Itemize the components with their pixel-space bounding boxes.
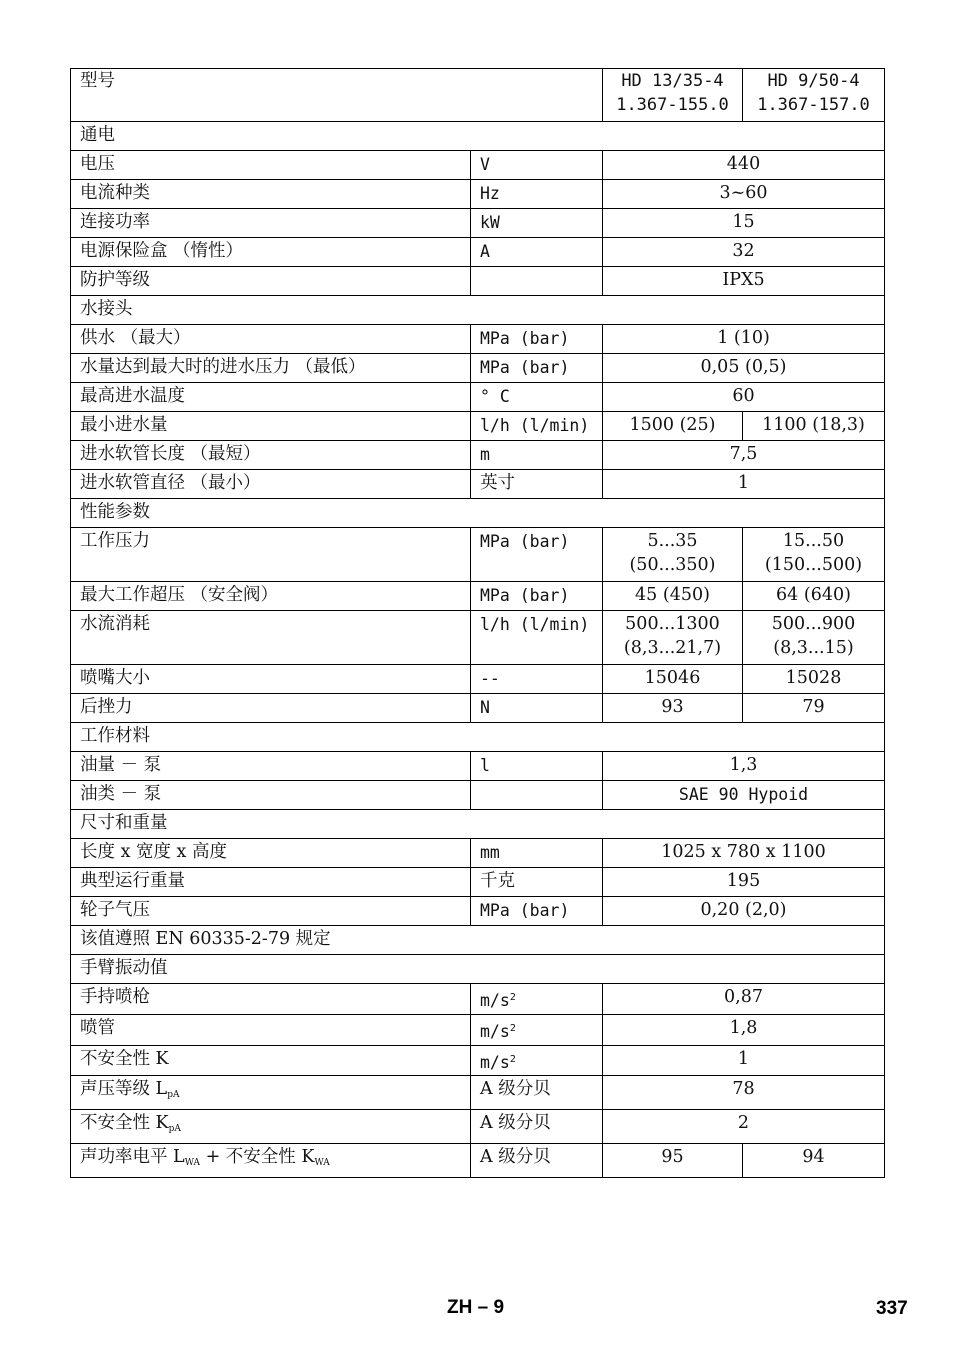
row-label: 最高进水温度	[71, 383, 471, 412]
section-row	[71, 499, 885, 528]
table-row	[71, 1110, 885, 1144]
row-unit: Hz	[471, 180, 603, 209]
section-row	[71, 926, 885, 955]
row-value-1: 95	[603, 1143, 743, 1177]
row-value: 60	[603, 383, 885, 412]
unit-base: m/s	[480, 1021, 510, 1041]
table-row	[71, 611, 885, 665]
row-label	[71, 1110, 471, 1144]
row-unit: V	[471, 151, 603, 180]
section-row	[71, 810, 885, 839]
section-row	[71, 296, 885, 325]
table-row	[71, 897, 885, 926]
row-unit: ° C	[471, 383, 603, 412]
row-unit: MPa (bar)	[471, 528, 603, 582]
unit-base: m/s	[480, 991, 510, 1010]
row-label: 电压	[71, 151, 471, 180]
row-label: 进水软管直径 （最小）	[71, 470, 471, 499]
table-row	[71, 1076, 885, 1110]
row-value: 2	[603, 1110, 885, 1144]
label-subscript: WA	[184, 1157, 200, 1168]
table-row	[71, 984, 885, 1015]
value-line: 15...50	[782, 531, 845, 551]
row-value-2: 94	[743, 1143, 885, 1177]
table-row	[71, 839, 885, 868]
row-label: 最小进水量	[71, 412, 471, 441]
row-label: 连接功率	[71, 209, 471, 238]
row-unit: N	[471, 694, 603, 723]
row-unit: mm	[471, 839, 603, 868]
table-row	[71, 151, 885, 180]
section-standard: 该值遵照 EN 60335-2-79 规定	[71, 926, 885, 955]
row-value: 0,20 (2,0)	[603, 897, 885, 926]
label-text: 声压等级 L	[80, 1079, 168, 1100]
model-2-name: HD 9/50-4	[767, 71, 860, 91]
unit-exponent: 2	[509, 1053, 516, 1065]
row-label: 最大工作超压 （安全阀）	[71, 582, 471, 611]
row-unit	[471, 1014, 603, 1045]
value-line: (8,3...15)	[773, 637, 854, 658]
row-unit	[471, 267, 603, 296]
row-value-2: 1100 (18,3)	[743, 412, 885, 441]
row-unit: --	[471, 665, 603, 694]
row-label: 供水 （最大）	[71, 325, 471, 354]
value-line: (50...350)	[629, 554, 716, 575]
section-materials: 工作材料	[71, 723, 885, 752]
row-value: 1	[603, 1045, 885, 1076]
table-row	[71, 383, 885, 412]
section-row	[71, 955, 885, 984]
footer-page-number: 337	[876, 1298, 908, 1319]
row-label: 典型运行重量	[71, 868, 471, 897]
row-value-1: 93	[603, 694, 743, 723]
table-row	[71, 267, 885, 296]
row-label: 后挫力	[71, 694, 471, 723]
row-unit: l/h (l/min)	[471, 412, 603, 441]
row-value-2: 64 (640)	[743, 582, 885, 611]
row-value-1	[603, 528, 743, 582]
row-value: 78	[603, 1076, 885, 1110]
row-value: 3~60	[603, 180, 885, 209]
value-line: 500...900	[771, 614, 856, 634]
row-label: 长度 x 宽度 x 高度	[71, 839, 471, 868]
table-row	[71, 582, 885, 611]
model-1-part: 1.367-155.0	[616, 94, 729, 115]
row-value: 1 (10)	[603, 325, 885, 354]
row-label: 手持喷枪	[71, 984, 471, 1015]
row-unit: A 级分贝	[471, 1143, 603, 1177]
row-unit	[471, 1045, 603, 1076]
table-row	[71, 470, 885, 499]
table-row	[71, 1143, 885, 1177]
row-unit: l/h (l/min)	[471, 611, 603, 665]
row-value: 0,05 (0,5)	[603, 354, 885, 383]
table-row	[71, 752, 885, 781]
row-unit: MPa (bar)	[471, 354, 603, 383]
table-row	[71, 180, 885, 209]
row-unit: l	[471, 752, 603, 781]
table-row	[71, 325, 885, 354]
table-row	[71, 868, 885, 897]
row-value-2	[743, 611, 885, 665]
row-value: SAE 90 Hypoid	[603, 781, 885, 810]
row-label	[71, 1076, 471, 1110]
model-2-cell	[743, 69, 885, 122]
row-value: 1025 x 780 x 1100	[603, 839, 885, 868]
row-label: 油量 － 泵	[71, 752, 471, 781]
section-performance: 性能参数	[71, 499, 885, 528]
row-value: 440	[603, 151, 885, 180]
row-unit	[471, 781, 603, 810]
value-line: 500...1300	[625, 614, 720, 634]
table-header-row	[71, 69, 885, 122]
label-text: 声功率电平 L	[80, 1146, 185, 1167]
row-value-1	[603, 611, 743, 665]
row-unit: A 级分贝	[471, 1110, 603, 1144]
row-label: 轮子气压	[71, 897, 471, 926]
table-row	[71, 354, 885, 383]
row-value-2: 15028	[743, 665, 885, 694]
table-row	[71, 238, 885, 267]
value-line: (8,3...21,7)	[623, 637, 722, 658]
model-1-name: HD 13/35-4	[621, 71, 724, 91]
row-unit: kW	[471, 209, 603, 238]
row-label: 防护等级	[71, 267, 471, 296]
table-row	[71, 441, 885, 470]
row-label: 喷嘴大小	[71, 665, 471, 694]
row-label: 喷管	[71, 1014, 471, 1045]
table-row	[71, 412, 885, 441]
table-row	[71, 781, 885, 810]
section-row	[71, 723, 885, 752]
row-label: 工作压力	[71, 528, 471, 582]
section-row	[71, 122, 885, 151]
row-value: 1,8	[603, 1014, 885, 1045]
section-dimensions: 尺寸和重量	[71, 810, 885, 839]
row-value-1: 45 (450)	[603, 582, 743, 611]
value-line: (150...500)	[764, 554, 863, 575]
row-value: 0,87	[603, 984, 885, 1015]
section-water: 水接头	[71, 296, 885, 325]
table-row	[71, 528, 885, 582]
table-row	[71, 1045, 885, 1076]
row-label: 水量达到最大时的进水压力 （最低）	[71, 354, 471, 383]
row-value-1: 1500 (25)	[603, 412, 743, 441]
row-unit: 千克	[471, 868, 603, 897]
label-text: 不安全性 K	[80, 1113, 169, 1134]
row-value: 32	[603, 238, 885, 267]
row-value-2	[743, 528, 885, 582]
row-label: 油类 － 泵	[71, 781, 471, 810]
model-2-part: 1.367-157.0	[757, 94, 870, 115]
row-value-1: 15046	[603, 665, 743, 694]
table-row	[71, 694, 885, 723]
row-value: 1	[603, 470, 885, 499]
value-line: 5...35	[647, 531, 698, 551]
row-unit: A	[471, 238, 603, 267]
row-unit: MPa (bar)	[471, 582, 603, 611]
model-1-cell	[603, 69, 743, 122]
row-unit: MPa (bar)	[471, 325, 603, 354]
footer-section-label: ZH – 9	[447, 1297, 505, 1318]
row-value-2: 79	[743, 694, 885, 723]
row-value: 195	[603, 868, 885, 897]
unit-exponent: 2	[509, 992, 516, 1003]
row-label: 电流种类	[71, 180, 471, 209]
label-subscript: WA	[314, 1157, 330, 1168]
unit-exponent: 2	[509, 1022, 516, 1034]
model-label: 型号	[71, 69, 603, 122]
label-subscript: pA	[167, 1090, 180, 1101]
row-value: 7,5	[603, 441, 885, 470]
row-label: 进水软管长度 （最短）	[71, 441, 471, 470]
section-power: 通电	[71, 122, 885, 151]
table-row	[71, 209, 885, 238]
label-subscript: pA	[168, 1124, 181, 1135]
row-label: 不安全性 K	[71, 1045, 471, 1076]
row-label: 电源保险盒 （惰性）	[71, 238, 471, 267]
row-unit	[471, 984, 603, 1015]
row-unit: A 级分贝	[471, 1076, 603, 1110]
row-value: IPX5	[603, 267, 885, 296]
row-label	[71, 1143, 471, 1177]
spec-table	[70, 68, 885, 1178]
label-text: + 不安全性 K	[200, 1146, 315, 1167]
table-row	[71, 1014, 885, 1045]
unit-base: m/s	[480, 1052, 510, 1072]
row-value: 15	[603, 209, 885, 238]
row-unit: m	[471, 441, 603, 470]
table-row	[71, 665, 885, 694]
section-vibration: 手臂振动值	[71, 955, 885, 984]
row-unit: MPa (bar)	[471, 897, 603, 926]
row-unit: 英寸	[471, 470, 603, 499]
row-label: 水流消耗	[71, 611, 471, 665]
row-value: 1,3	[603, 752, 885, 781]
